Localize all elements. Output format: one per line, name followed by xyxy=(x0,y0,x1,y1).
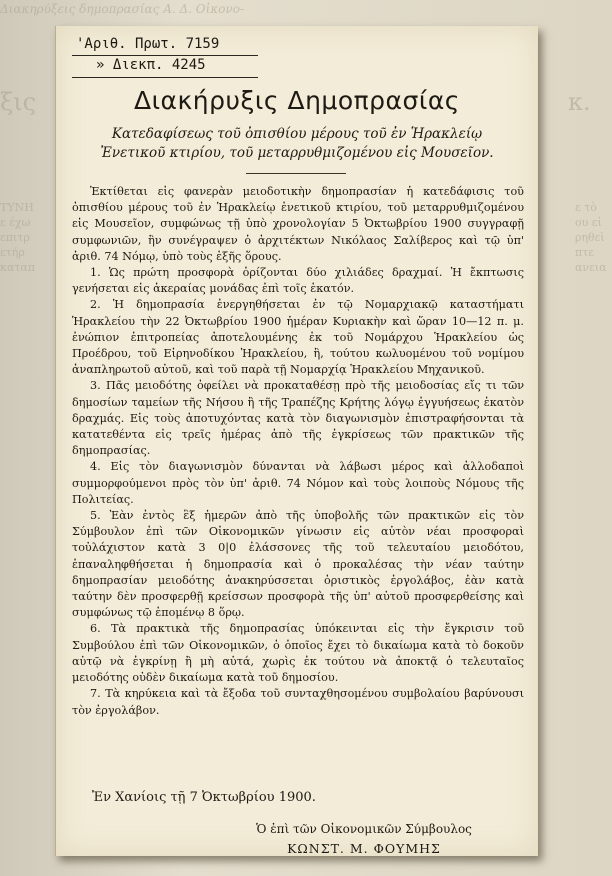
bg-right-line: ου εἰ xyxy=(575,216,602,229)
bg-right-line: πτε xyxy=(575,246,595,259)
background-right-fragment: κ. xyxy=(568,88,591,116)
bg-left-line: ΤΥΝΗ xyxy=(0,201,34,214)
separator-line xyxy=(246,173,346,174)
bg-left-line: ετήρ xyxy=(0,246,25,259)
dispatch-number: » Διεκπ. 4245 xyxy=(96,57,206,73)
term-paragraph: 3. Πᾶς μειοδότης ὀφείλει νὰ προκαταθέσῃ πρὸ τῆς μειοδοσίας εἴς τι τῶν δημοσίων ταμείων τῆς Νήσου ἢ τῆς Τραπέζης Κρήτης λόγῳ ἐγγυήσεως ἑκατὸν δραχμάς. Εἰς τοὺς ἀποτυχόντας κατὰ τὸν διαγωνισμὸν ἐπιστραφήσονται τὰ κατατεθέντα εἰς τρεῖς ἡμέρας ἀπὸ τῆς ἐγκρίσεως τῶν πρακτικῶν τῆς δημοπρασίας. xyxy=(72,379,524,458)
bg-left-line: καταπ xyxy=(0,261,36,274)
announcement-subtitle xyxy=(66,125,528,163)
divider-rule xyxy=(72,55,258,56)
term-paragraph: 7. Τὰ κηρύκεια καὶ τὰ ἔξοδα τοῦ συνταχθησομένου συμβολαίου βαρύνουσι τὸν ἐργολάβον. xyxy=(72,687,524,717)
subtitle-line: Ἐνετικοῦ κτιρίου, τοῦ μεταρρυθμιζομένου εἰς Μουσεῖον. xyxy=(100,145,494,161)
background-right-lines xyxy=(575,200,612,275)
term-paragraph: 1. Ὡς πρώτη προσφορὰ ὁρίζονται δύο χιλιάδες δραχμαί. Ἡ ἔκπτωσις γενήσεται εἰς ἀκεραίας μονάδας ἐπὶ τοῖς ἑκατόν. xyxy=(72,266,524,296)
announcement-body xyxy=(72,184,524,719)
term-paragraph: 2. Ἡ δημοπρασία ἐνεργηθήσεται ἐν τῷ Νομαρχιακῷ καταστήματι Ἡρακλείου τὴν 22 Ὀκτωβρίου 1900 ἡμέραν Κυριακὴν καὶ ὥραν 10—12 π. μ. ἐνώπιον ἐπιτροπείας ἀποτελουμένης ἐκ τοῦ Νομάρχου Ἡρακλείου ὡς Προέδρου, τοῦ Εἰρηνοδίκου Ἡρακλείου, ἢ, τούτου κωλυομένου τοῦ νομίμου ἀναπληρωτοῦ αὐτοῦ, καὶ τοῦ παρὰ τῇ Νομαρχίᾳ Ἡρακλείου Μηχανικοῦ. xyxy=(72,298,524,377)
intro-paragraph: Ἐκτίθεται εἰς φανερὰν μειοδοτικὴν δημοπρασίαν ἡ κατεδάφισις τοῦ ὀπισθίου μέρους τοῦ ἐν Ἡρακλείῳ ἐνετικοῦ κτιρίου, τοῦ μεταρρυθμιζομένου εἰς Μουσεῖον, συμφώνως τῇ ὑπὸ χρονολογίαν 5 Ὀκτωβρίου 1900 συγγραφῇ συμφωνιῶν, ἣν συνέγραψεν ὁ ἀρχιτέκτων Νικόλαος Σαλίβερος καὶ τῷ ὑπ' ἀριθ. 74 Νόμῳ, ὑπὸ τοὺς ἑξῆς ὅρους. xyxy=(72,185,524,263)
background-left-lines xyxy=(0,200,40,275)
bg-right-line: ανεια xyxy=(575,261,607,274)
signer-role: Ὁ ἐπὶ τῶν Οἰκονομικῶν Σύμβουλος xyxy=(256,822,472,836)
bg-left-line: ε έχω xyxy=(0,216,31,229)
background-top-line: Διακηρύξεις δημοπρασίας Α. Δ. Οἰκονο- xyxy=(0,2,244,16)
bg-right-line: ε τὸ xyxy=(575,201,597,214)
protocol-number: 'Αριθ. Πρωτ. 7159 xyxy=(76,36,220,52)
bg-right-line: ρηθεὶ xyxy=(575,231,605,244)
divider-rule xyxy=(72,77,258,78)
bg-left-line: επιτρ xyxy=(0,231,30,244)
announcement-title: Διακήρυξις Δημοπρασίας xyxy=(134,86,460,115)
term-paragraph: 6. Τὰ πρακτικὰ τῆς δημοπρασίας ὑπόκεινται εἰς τὴν ἔγκρισιν τοῦ Συμβούλου ἐπὶ τῶν Οἰκονομικῶν, ὁ ὁποῖος ἔχει τὸ δικαίωμα κατὰ τὸ δοκοῦν αὐτῷ νὰ ἐγκρίνῃ ἢ μὴ αὐτά, χωρὶς ἐκ τούτου νὰ ἀποκτᾷ ὁ τελευταῖος μειοδότης οὐδὲν δικαίωμα κατὰ τοῦ δημοσίου. xyxy=(72,622,524,685)
term-paragraph: 5. Ἐὰν ἐντὸς ἓξ ἡμερῶν ἀπὸ τῆς ὑποβολῆς τῶν πρακτικῶν εἰς τὸν Σύμβουλον ἐπὶ τῶν Οἰκονομικῶν γίνωσιν εἰς αὐτὸν νέαι προσφοραὶ τοὐλάχιστον κατὰ 3 0|0 ἐλάσσονες τῆς τοῦ τελευταίου μειοδότου, ἐπαναληφθήσεται ἡ δημοπρασία καὶ ὁ προκαλέσας τὴν νέαν ταύτην δημοπρασίαν μειοδότης ἀνακηρύσσεται ὁριστικὸς ἐργολάβος, ἐὰν κατὰ ταύτην δὲν προσφερθῇ κρείσσων προσφορὰ τῆς ὑπ' αὐτοῦ προσφερθείσης καὶ συμφώνως τῷ ἑπομένῳ 8 ὅρῳ. xyxy=(72,509,524,620)
signer-name: ΚΩΝΣΤ. Μ. ΦΟΥΜΗΣ xyxy=(287,841,441,856)
signature-block xyxy=(214,822,514,856)
background-left-fragment: ξις xyxy=(0,88,37,116)
term-paragraph: 4. Εἰς τὸν διαγωνισμὸν δύνανται νὰ λάβωσι μέρος καὶ ἀλλοδαποὶ συμμορφούμενοι πρὸς τὸν ὑπ' ἀριθ. 74 Νόμον καὶ τοὺς λοιποὺς Νόμους τῆς Πολιτείας. xyxy=(72,460,524,506)
subtitle-line: Κατεδαφίσεως τοῦ ὀπισθίου μέρους τοῦ ἐν Ἡρακλείῳ xyxy=(111,126,483,142)
place-date-line: Ἐν Χανίοις τῇ 7 Ὀκτωβρίου 1900. xyxy=(92,790,316,805)
newspaper-clipping xyxy=(55,26,538,856)
